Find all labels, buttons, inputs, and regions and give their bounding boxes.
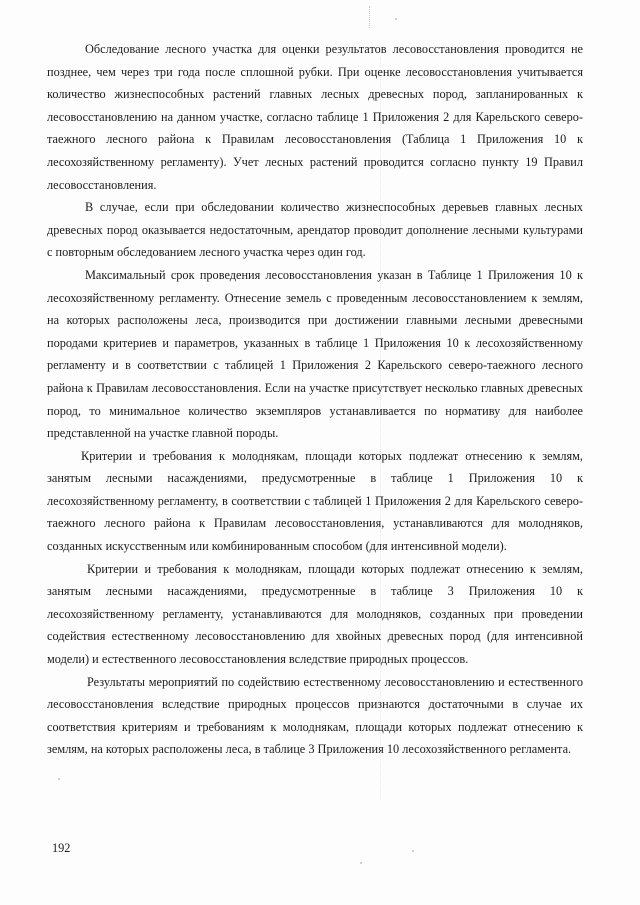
scan-artifact-dot: [58, 778, 60, 780]
page-number: 192: [52, 841, 71, 855]
paragraph-results: Результаты мероприятий по содействию естественному лесовосстановлению и естественного лесовосстановления вследствие природных процессов признаются достаточными в случае их соответствия критериям и требованиям к молоднякам, площади которых подлежат отнесению к землям, на которых расположены леса, в таблице 3 Приложения 10 лесохозяйственного регламента.: [47, 674, 583, 757]
scan-artifact-dot: [412, 850, 414, 852]
paragraph-criteria-table1: Критерии и требования к молоднякам, площади которых подлежат отнесению к землям, занятым лесными насаждениями, предусмотренные в таблице 1 Приложения 10 к лесохозяйственному регламенту, в соответствии с таблицей 1 Приложения 2 для Карельского северо-таежного лесного района к Правилам лесовосстановления, устанавливаются для молодняков, созданных искусственным или комбинированным способом (для интенсивной модели).: [47, 448, 583, 554]
document-body: [47, 38, 583, 761]
paragraph-survey-timing: Обследование лесного участка для оценки результатов лесовосстановления проводится не позднее, чем через три года после сплошной рубки. При оценке лесовосстановления учитывается количество жизнеспособных растений главных лесных древесных пород, запланированных к лесовосстановлению на данном участке, согласно таблице 1 Приложения 2 для Карельского северо-таежного лесного района к Правилам лесовосстановления (Таблица 1 Приложения 10 к лесохозяйственному регламенту). Учет лесных растений проводится согласно пункту 19 Правил лесовосстановления.: [47, 42, 583, 192]
scan-artifact-line: [369, 6, 370, 28]
paragraph-insufficient-count: В случае, если при обследовании количество жизнеспособных деревьев главных лесных древесных пород оказывается недостаточным, арендатор проводит дополнение лесными культурами с повторным обследованием лесного участка через один год.: [47, 200, 583, 260]
paragraph-max-term: Максимальный срок проведения лесовосстановления указан в Таблице 1 Приложения 10 к лесохозяйственному регламенту. Отнесение земель с проведенным лесовосстановлением к землям, на которых расположены леса, производится при достижении главными лесными древесными породами критериев и параметров, указанных в таблице 1 Приложения 10 к лесохозяйственному регламенту и в соответствии с таблицей 1 Приложения 2 Карельского северо-таежного лесного района к Правилам лесовосстановления. Если на участке присутствует несколько главных древесных пород, то минимальное количество экземпляров устанавливается по нормативу для наиболее представленной на участке главной породы.: [47, 267, 583, 441]
paragraph-criteria-table3: Критерии и требования к молоднякам, площади которых подлежат отнесению к землям, занятым лесными насаждениями, предусмотренные в таблице 3 Приложения 10 к лесохозяйственному регламенту, устанавливаются для молодняков, созданных при проведении содействия естественному лесовосстановлению для хвойных древесных пород (для интенсивной модели) и естественного лесовосстановления вследствие природных процессов.: [47, 561, 583, 667]
scan-artifact-dot: [360, 862, 362, 864]
scan-artifact-dot: [395, 18, 397, 20]
